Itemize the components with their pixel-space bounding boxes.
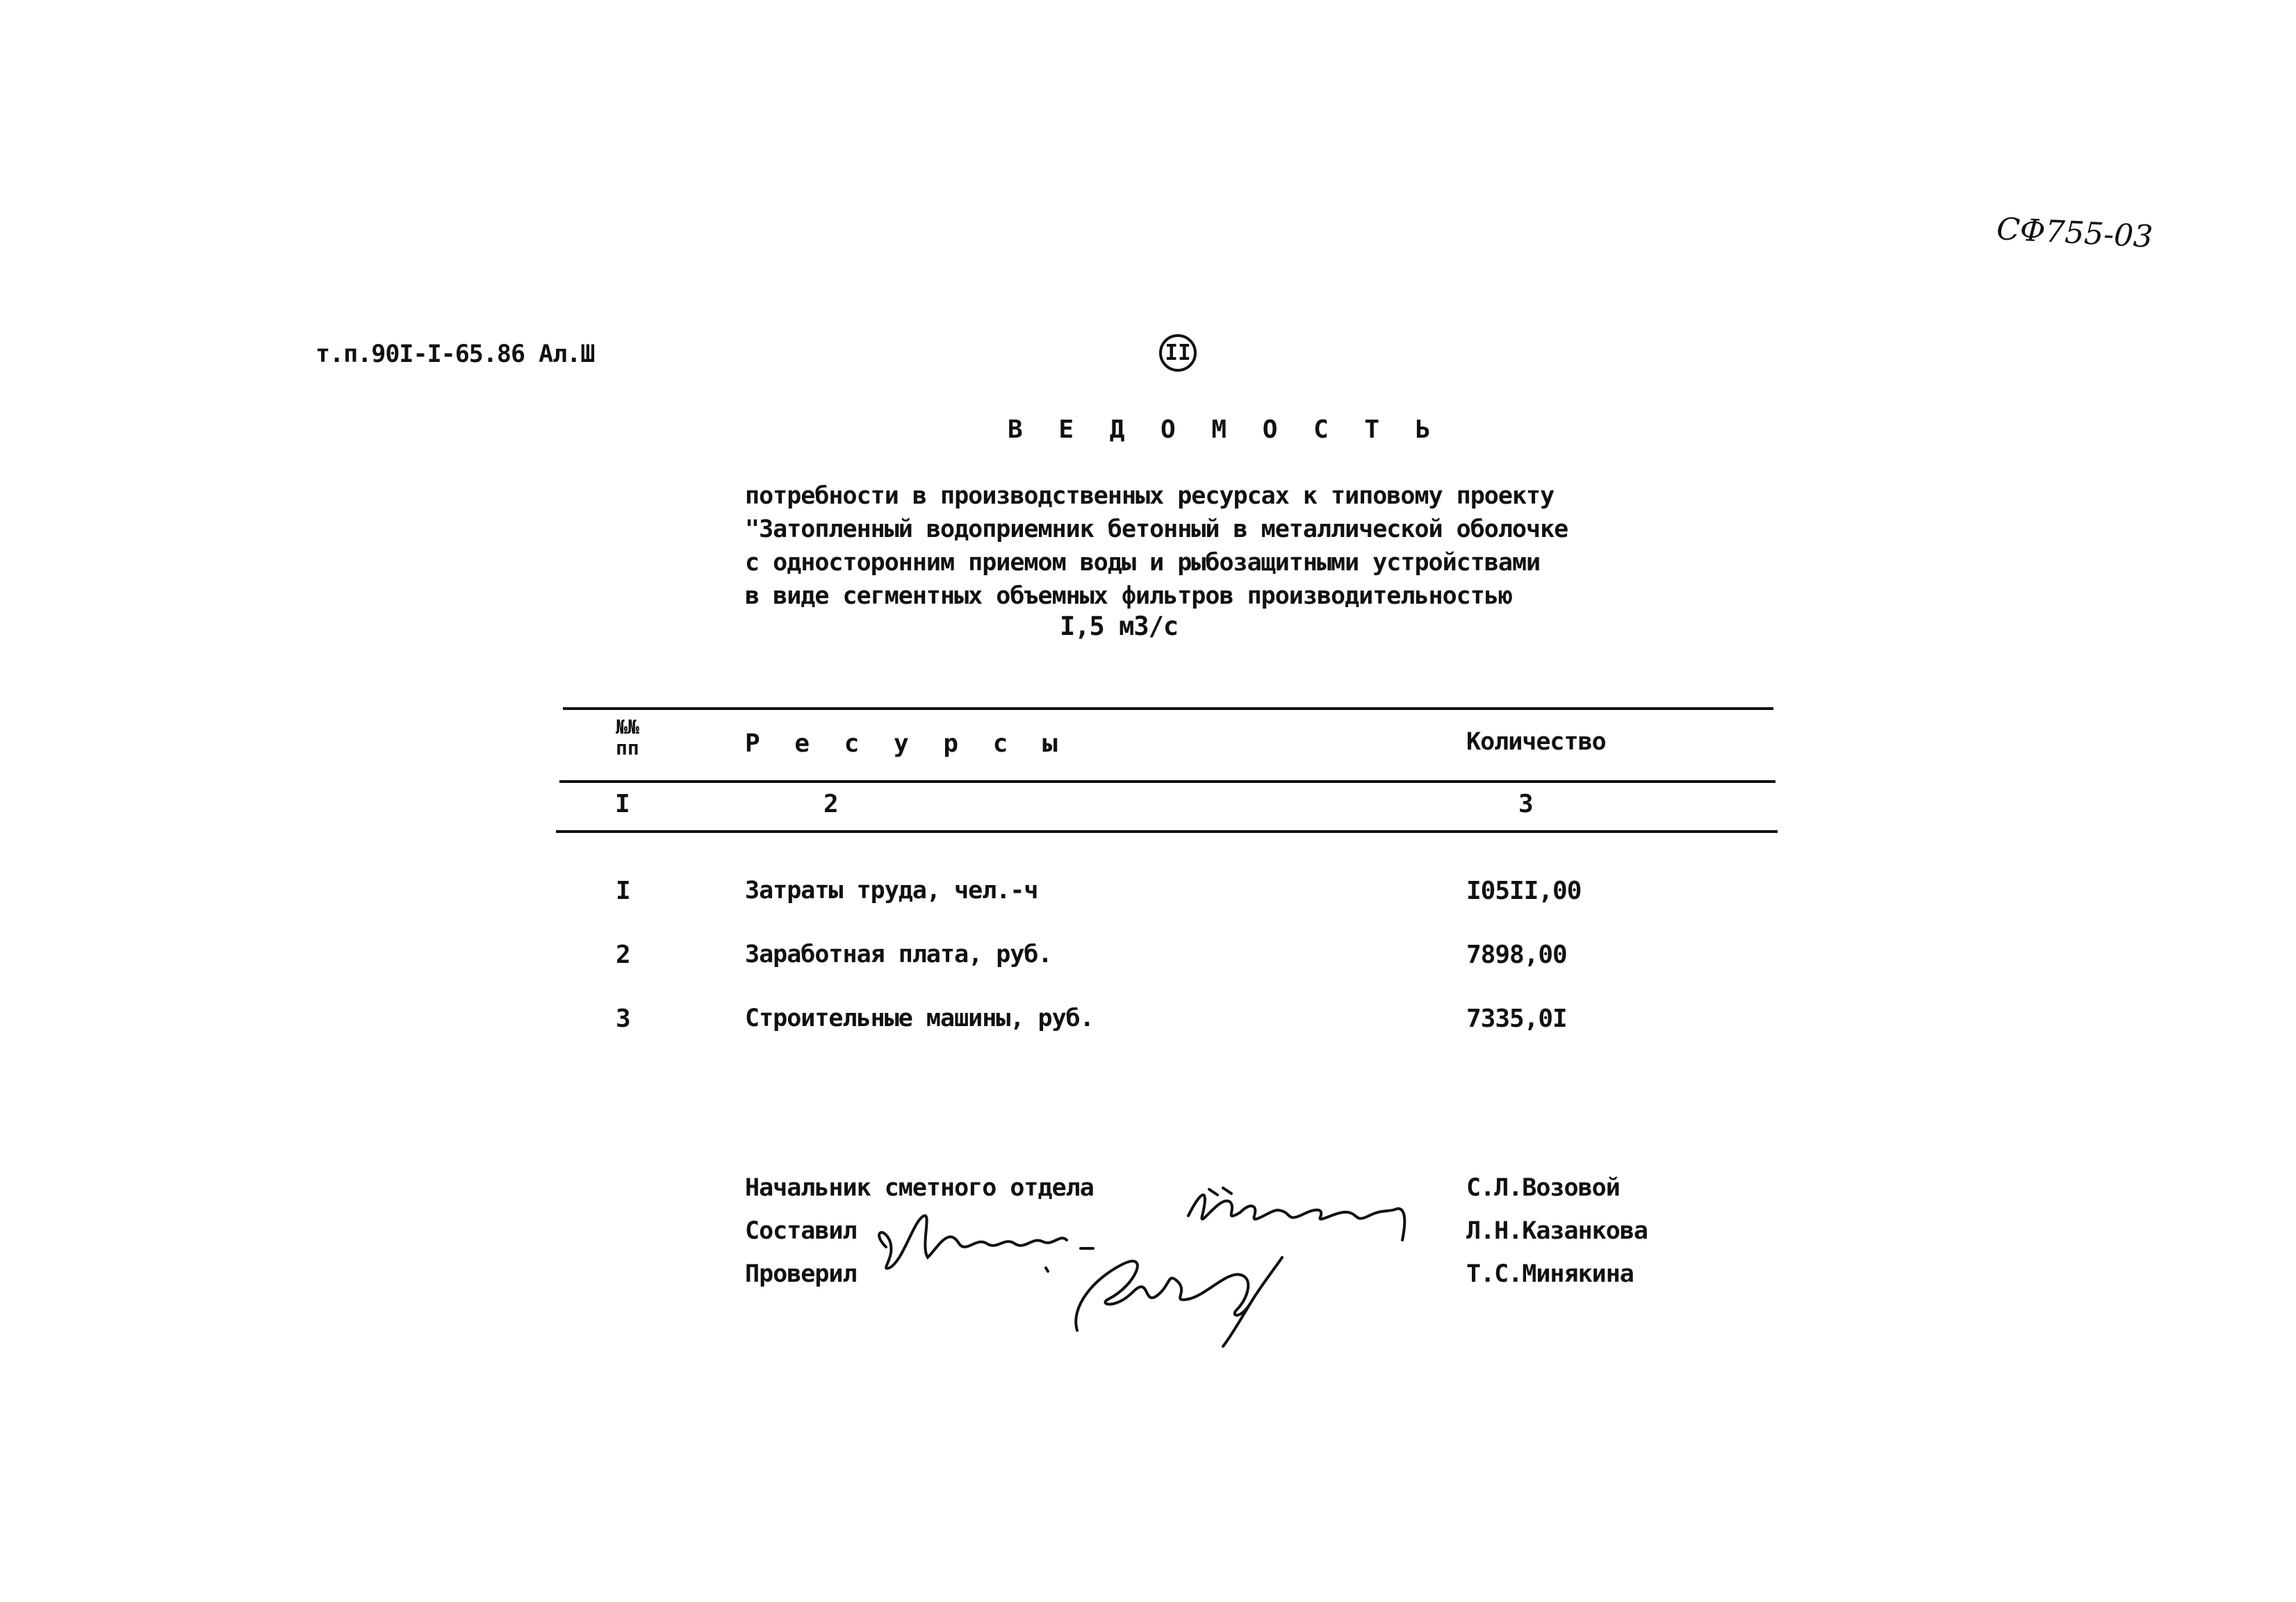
archive-stamp: СФ755-03 — [1995, 211, 2154, 255]
signer-role-checked: Проверил — [745, 1260, 857, 1288]
row-quantity: 7898,00 — [1466, 941, 1567, 969]
header-quantity: Количество — [1466, 728, 1606, 756]
document-title: В Е Д О М О С Т Ь — [1008, 415, 1441, 444]
signer-name-compiled: Л.Н.Казанкова — [1466, 1217, 1648, 1245]
table-row — [0, 877, 2296, 918]
table-row — [0, 941, 2296, 982]
signer-name-head: С.Л.Возовой — [1466, 1174, 1620, 1202]
signature-head — [1181, 1174, 1418, 1250]
signature-checked — [1067, 1244, 1303, 1348]
subtitle-line: "Затопленный водоприемник бетонный в металлической оболочке — [745, 515, 1568, 543]
table-row — [0, 1005, 2296, 1046]
subtitle-line: в виде сегментных объемных фильтров производительностью — [745, 582, 1512, 610]
row-quantity: I05II,00 — [1466, 877, 1582, 905]
column-number: 3 — [1518, 790, 1534, 818]
capacity-value: I,5 м3/с — [1060, 611, 1179, 641]
table-body-rule — [556, 830, 1778, 833]
signer-role-compiled: Составил — [745, 1217, 857, 1245]
page-number-circle: II — [1159, 334, 1197, 372]
document-code: т.п.90I-I-65.86 Ал.Ш — [315, 340, 595, 368]
row-resource: Затраты труда, чел.-ч — [745, 877, 1038, 905]
header-number-top: №№ — [616, 716, 639, 738]
row-resource: Заработная плата, руб. — [745, 941, 1052, 968]
header-number-bottom: пп — [616, 736, 639, 759]
column-number: 2 — [823, 790, 839, 818]
signer-role-head: Начальник сметного отдела — [745, 1174, 1094, 1202]
header-number-column — [616, 717, 639, 759]
table-header-rule — [559, 780, 1776, 783]
row-resource: Строительные машины, руб. — [745, 1005, 1094, 1032]
row-number: 2 — [616, 941, 631, 969]
subtitle-line: с односторонним приемом воды и рыбозащитными устройствами — [745, 549, 1541, 577]
row-number: I — [616, 877, 631, 905]
row-quantity: 7335,0I — [1466, 1005, 1567, 1033]
subtitle-line: потребности в производственных ресурсах к типовому проекту — [745, 482, 1555, 510]
column-number: I — [615, 790, 630, 818]
row-number: 3 — [616, 1005, 631, 1033]
table-top-rule — [563, 707, 1773, 710]
document-subtitle — [745, 479, 1568, 613]
header-resources: Р е с у р с ы — [745, 729, 1067, 758]
signer-name-checked: Т.С.Минякина — [1466, 1260, 1634, 1288]
